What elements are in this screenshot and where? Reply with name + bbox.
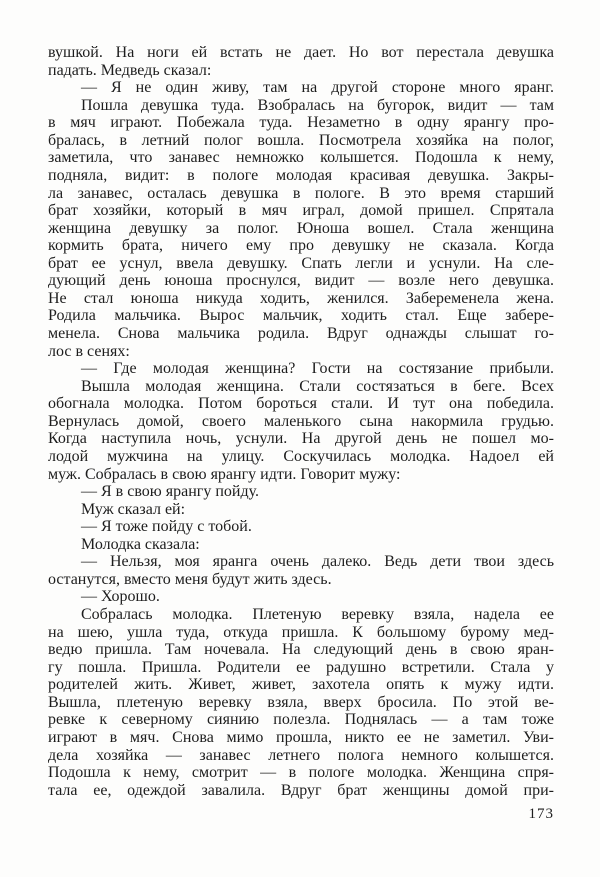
paragraph <box>48 553 554 588</box>
text-line: Молодка сказала: <box>81 535 200 553</box>
text-line: женщина девушку за полог. Юноша вошел. Стала женщина <box>48 219 554 237</box>
text-line: вушкой. На ноги ей встать не дает. Но вот перестала девушка <box>48 44 554 61</box>
text-line: дела хозяйка — занавес летнего полога немного колышется. <box>48 746 554 764</box>
text-line: подняла, видит: в пологе молодая красивая девушка. Закры- <box>48 166 554 184</box>
paragraph <box>48 44 554 79</box>
text-line: лодой мужчина на улицу. Соскучилась молодка. Надоел ей <box>48 447 554 465</box>
text-line: на шею, ушла туда, откуда пришла. К большому бурому мед- <box>48 623 554 641</box>
paragraph <box>48 536 554 554</box>
text-line: Собралась молодка. Плетеную веревку взяла, надела ее <box>81 606 554 623</box>
text-line: Вышла молодая женщина. Стали состязаться в беге. Всех <box>81 377 554 395</box>
page-text <box>48 44 554 799</box>
page-number: 173 <box>528 806 554 822</box>
paragraph <box>48 97 554 360</box>
text-line: — Я не один живу, там на другой стороне много яранг. <box>81 79 554 97</box>
text-line: останутся, вместо меня будут жить здесь. <box>48 570 332 588</box>
text-line: Подошла к нему, смотрит — в пологе молодка. Женщина спря- <box>48 764 554 782</box>
text-line: Когда наступила ночь, уснули. На другой день не пошел мо- <box>48 430 554 448</box>
text-line: муж. Собралась в свою ярангу идти. Говорит мужу: <box>48 465 401 483</box>
text-line: обогнала молодка. Потом бороться стали. И тут она победила. <box>48 395 554 413</box>
text-line: в мяч играют. Побежала туда. Незаметно в одну ярангу про- <box>48 114 554 132</box>
text-line: брат ее уснул, ввела девушку. Спать легли и уснули. На сле- <box>48 254 554 272</box>
text-line: ведю пришла. Там ночевала. На следующий день в свою яран- <box>48 641 554 659</box>
text-line: играют в мяч. Снова мимо прошла, никто ее не заметил. Уви- <box>48 728 554 746</box>
paragraph <box>48 360 554 378</box>
text-line: Не стал юноша никуда ходить, женился. Забеременела жена. <box>48 289 554 307</box>
paragraph <box>48 606 554 799</box>
text-line: Муж сказал ей: <box>81 500 186 518</box>
paragraph <box>48 378 554 483</box>
text-line: Пошла девушка туда. Взобралась на бугорок, видит — там <box>81 96 554 114</box>
text-line: Вышла, плетеную веревку взяла, вверх бросила. По этой ве- <box>48 693 554 711</box>
text-line: лос в сенях: <box>48 342 130 360</box>
text-line: — Где молодая женщина? Гости на состязание прибыли. <box>81 360 554 378</box>
text-line: падать. Медведь сказал: <box>48 61 212 79</box>
paragraph <box>48 501 554 519</box>
text-line: менела. Снова мальчика родила. Вдруг однажды слышат го- <box>48 325 554 342</box>
text-line: Родила мальчика. Вырос мальчик, ходить стал. Еще забере- <box>48 307 554 325</box>
text-line: бралась, в летний полог вошла. Посмотрела хозяйка на полог, <box>48 131 554 149</box>
text-line: родителей жить. Живет, живет, захотела опять к мужу идти. <box>48 676 554 694</box>
text-line: заметила, что занавес немножко колышется. Подошла к нему, <box>48 149 554 167</box>
text-line: — Хорошо. <box>81 588 160 606</box>
text-line: — Я тоже пойду с тобой. <box>81 518 252 536</box>
paragraph <box>48 483 554 501</box>
text-line: брат хозяйки, который в мяч играл, домой пришел. Спрятала <box>48 202 554 220</box>
paragraph <box>48 588 554 606</box>
text-line: — Я в свою ярангу пойду. <box>81 483 259 501</box>
text-line: дующий день юноша проснулся, видит — возле него девушка. <box>48 272 554 290</box>
text-line: ревке к северному сиянию полезла. Поднялась — а там тоже <box>48 711 554 729</box>
text-line: — Нельзя, моя яранга очень далеко. Ведь дети твои здесь <box>81 553 554 571</box>
paragraph <box>48 79 554 97</box>
text-line: Вернулась домой, своего маленького сына накормила грудью. <box>48 412 554 430</box>
text-line: ла занавес, осталась девушка в пологе. В это время старший <box>48 184 554 202</box>
text-line: гу пошла. Пришла. Родители ее радушно встретили. Стала у <box>48 658 554 676</box>
text-line: кормить брата, ничего ему про девушку не сказала. Когда <box>48 237 554 255</box>
paragraph <box>48 518 554 536</box>
text-line: тала ее, одеждой завалила. Вдруг брат женщины домой при- <box>48 781 554 799</box>
